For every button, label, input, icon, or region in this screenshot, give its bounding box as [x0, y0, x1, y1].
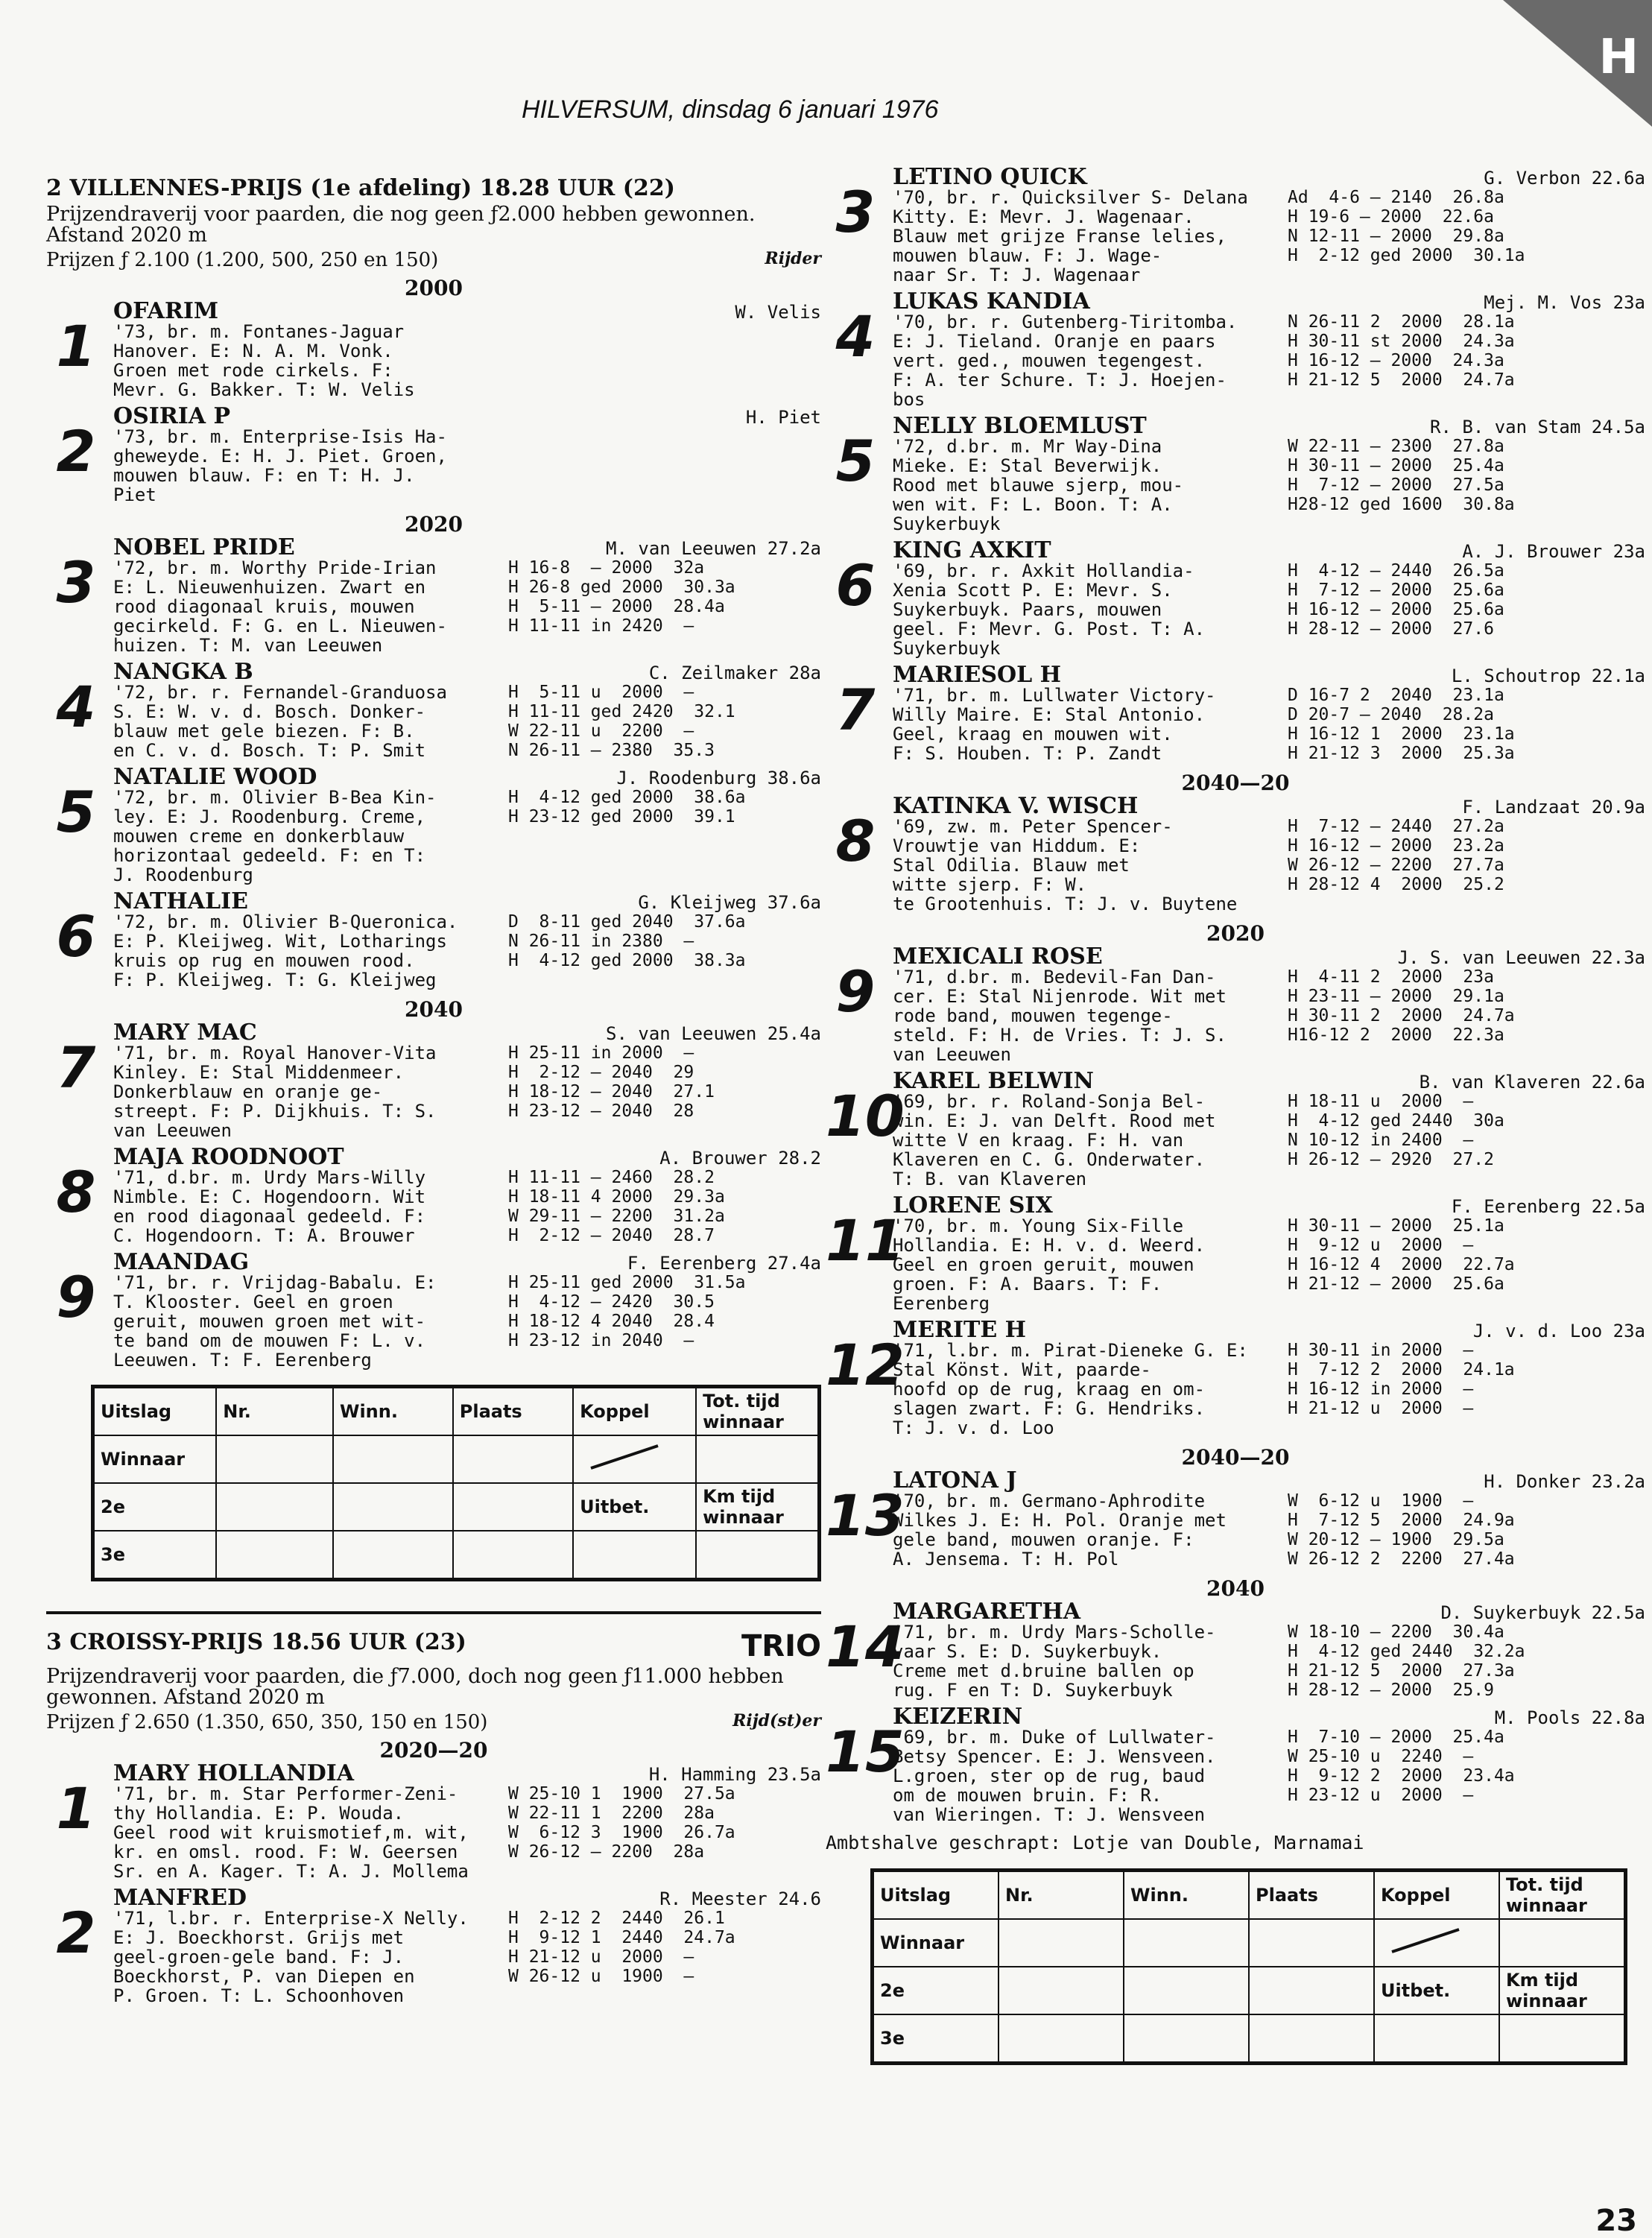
horse-driver: A. J. Brouwer 23a: [1462, 541, 1645, 562]
horse-name-row: [113, 1144, 821, 1170]
horse-description: '73, br. m. Enterprise-Isis Ha- gheweyde. E: H. J. Piet. Groen, mouwen blauw. F: en T: H. J. Piet: [113, 426, 447, 505]
horse-form: H 4-12 — 2440 26.5a H 7-12 — 2000 25.6a H 16-12 — 2000 25.6a H 28-12 — 2000 27.6: [1288, 561, 1504, 639]
horse-body: [893, 188, 1645, 285]
table-cell: [216, 1483, 333, 1531]
horse-form: D 16-7 2 2040 23.1a D 20-7 — 2040 28.2a H 16-12 1 2000 23.1a H 21-12 3 2000 25.3a: [1288, 686, 1515, 763]
horse-number: 5: [835, 428, 876, 494]
table-row-label: 3e: [93, 1531, 217, 1580]
horse-name: MANFRED: [113, 1885, 247, 1911]
table-cell: [999, 2014, 1124, 2064]
horse-description: '72, br. m. Olivier B-Bea Kin- ley. E: J. Roodenburg. Creme, mouwen creme en donkerblauw horizontaal gedeeld. F: en T: J. Roodenburg: [113, 787, 437, 885]
horse-body: [113, 322, 821, 399]
horse-name-row: [113, 764, 821, 790]
kmtijd-label: Km tijd winnaar: [696, 1483, 819, 1531]
horse-driver: F. Landzaat 20.9a: [1462, 797, 1645, 818]
horse-driver: F. Eerenberg 27.4a: [627, 1253, 821, 1274]
table-cell: [333, 1531, 453, 1580]
horse-description: '69, zw. m. Peter Spencer- Vrouwtje van Hiddum. E: Stal Odilia. Blauw met witte sjerp. F: W. te Grootenhuis. T: J. v. Buytene: [893, 816, 1238, 914]
horse-name-row: [893, 1599, 1645, 1625]
horse-form: H 16-8 — 2000 32a H 26-8 ged 2000 30.3a H 5-11 — 2000 28.4a H 11-11 in 2420 —: [508, 558, 735, 636]
right-column: [826, 164, 1645, 2080]
horse-description: '71, l.br. r. Enterprise-X Nelly. E: J. Boeckhorst. Grijs met geel-groen-gele band. F: J. Boeckhorst, P. van Diepen en P. Groen. T: L. Schoonhoven: [113, 1908, 469, 2006]
horse-body: [113, 1168, 821, 1245]
horse-body: [893, 1341, 1645, 1438]
left-column: [46, 175, 821, 2013]
horse-number: 6: [835, 552, 876, 619]
horse-entry: [46, 764, 821, 885]
table-cell: [1374, 2014, 1499, 2064]
horse-number: 10: [826, 1083, 905, 1149]
horse-form: Ad 4-6 — 2140 26.8a H 19-6 — 2000 22.6a N 12-11 — 2000 29.8a H 2-12 ged 2000 30.1a: [1288, 188, 1525, 265]
horse-name-row: [893, 662, 1645, 688]
horse-name-row: [893, 537, 1645, 563]
horse-entry: [826, 943, 1645, 1065]
horse-name-row: [893, 793, 1645, 819]
horse-name: KATINKA V. WISCH: [893, 793, 1139, 819]
horse-driver: H. Hamming 23.5a: [648, 1764, 821, 1785]
distance-heading: 2040—20: [1181, 771, 1290, 795]
race2-description: Prijzendraverij voor paarden, die nog geen ƒ2.000 hebben gewonnen. Afstand 2020 m: [46, 203, 756, 247]
horse-form: H 25-11 in 2000 — H 2-12 — 2040 29 H 18-12 — 2040 27.1 H 23-12 — 2040 28: [508, 1043, 715, 1121]
horse-name-row: [113, 888, 821, 914]
horse-driver: G. Kleijweg 37.6a: [638, 892, 821, 913]
horse-name: MAJA ROODNOOT: [113, 1144, 344, 1170]
horse-form: W 22-11 — 2300 27.8a H 30-11 — 2000 25.4a H 7-12 — 2000 27.5a H28-12 ged 1600 30.8a: [1288, 437, 1515, 514]
horse-description: '71, l.br. m. Pirat-Dieneke G. E: Stal Könst. Wit, paarde- hoofd op de rug, kraag en om- slagen zwart. F: G. Hendriks. T: J. v. d. Loo: [893, 1340, 1248, 1438]
table-cell: [1124, 2014, 1249, 2064]
horse-body: [113, 788, 821, 885]
horse-form: H 30-11 — 2000 25.1a H 9-12 u 2000 — H 16-12 4 2000 22.7a H 21-12 — 2000 25.6a: [1288, 1216, 1515, 1294]
horse-name: OFARIM: [113, 298, 219, 324]
table-header: Uitslag: [93, 1387, 217, 1436]
horse-entry: [826, 1704, 1645, 1825]
horse-form: H 2-12 2 2440 26.1 H 9-12 1 2440 24.7a H 21-12 u 2000 — W 26-12 u 1900 —: [508, 1909, 735, 1986]
horse-description: '71, br. r. Vrijdag-Babalu. E: T. Klooster. Geel en groen geruit, mouwen groen met wit- te band om de mouwen F: L. v. Leeuwen. T: F. Eerenberg: [113, 1272, 437, 1371]
horse-driver: L. Schoutrop 22.1a: [1451, 666, 1645, 686]
horse-form: H 18-11 u 2000 — H 4-12 ged 2440 30a N 10-12 in 2400 — H 26-12 — 2920 27.2: [1288, 1092, 1504, 1169]
table-cell: [333, 1435, 453, 1483]
horse-name-row: [113, 403, 821, 429]
horse-body: [113, 683, 821, 760]
table-cell: [216, 1531, 333, 1580]
table-cell: [1124, 1967, 1249, 2014]
horse-number: 5: [56, 779, 96, 845]
horse-driver: W. Velis: [735, 302, 821, 323]
horse-entry: [46, 298, 821, 400]
table-header: Winn.: [333, 1387, 453, 1436]
table-cell: [999, 1967, 1124, 2014]
horse-entry: [826, 1467, 1645, 1570]
table-row-label: Winnaar: [93, 1435, 217, 1483]
horse-description: '70, br. r. Quicksilver S- Delana Kitty. E: Mevr. J. Wagenaar. Blauw met grijze Franse lelies, mouwen blauw. F: J. Wage- naar Sr. T: J. Wagenaar: [893, 187, 1248, 285]
horse-name-row: [113, 298, 821, 324]
horse-name: NANGKA B: [113, 659, 253, 685]
race3-prize-row: [46, 1711, 821, 1733]
horse-entry: [46, 1760, 821, 1882]
horse-body: [113, 427, 821, 505]
race2-prize-row: [46, 249, 821, 271]
horse-name-row: [113, 659, 821, 685]
table-header: Nr.: [999, 1871, 1124, 1920]
horse-driver: R. B. van Stam 24.5a: [1430, 417, 1645, 437]
horse-name-row: [893, 288, 1645, 314]
horse-entry: [826, 662, 1645, 764]
horse-entry: [826, 793, 1645, 914]
horse-body: [893, 1728, 1645, 1824]
horse-name: LUKAS KANDIA: [893, 288, 1090, 314]
horse-name: LATONA J: [893, 1467, 1017, 1493]
horse-driver: R. Meester 24.6: [659, 1888, 821, 1909]
horse-description: '72, br. m. Olivier B-Queronica. E: P. Kleijweg. Wit, Lotharings kruis op rug en mouwen rood. F: P. Kleijweg. T: G. Kleijweg: [113, 911, 458, 990]
horse-form: H 7-12 — 2440 27.2a H 16-12 — 2000 23.2a W 26-12 — 2200 27.7a H 28-12 4 2000 25.2: [1288, 817, 1504, 894]
horse-entry: [46, 888, 821, 990]
horse-entry: [46, 1020, 821, 1141]
horse-name-row: [113, 534, 821, 560]
table-cell: [1249, 2014, 1374, 2064]
horse-driver: A. Brouwer 28.2: [659, 1148, 821, 1169]
horse-name: KING AXKIT: [893, 537, 1051, 563]
right-entries: [826, 164, 1645, 1825]
horse-name: LETINO QUICK: [893, 164, 1087, 190]
horse-body: [893, 817, 1645, 914]
horse-number: 13: [826, 1482, 905, 1549]
horse-body: [893, 437, 1645, 534]
horse-driver: D. Suykerbuyk 22.5a: [1440, 1602, 1645, 1623]
horse-name: MARIESOL H: [893, 662, 1061, 688]
race2-prize: Prijzen ƒ 2.100 (1.200, 500, 250 en 150): [46, 249, 439, 271]
horse-description: '70, br. m. Germano-Aphrodite Wilkes J. E: H. Pol. Oranje met gele band, mouwen oranje. F: A. Jensema. T: H. Pol: [893, 1491, 1227, 1570]
horse-number: 4: [835, 303, 876, 370]
horse-form: H 30-11 in 2000 — H 7-12 2 2000 24.1a H 16-12 in 2000 — H 21-12 u 2000 —: [1288, 1341, 1515, 1418]
horse-name-row: [893, 1467, 1645, 1493]
horse-description: '69, br. m. Duke of Lullwater- Betsy Spencer. E: J. Wensveen. L.groen, ster op de rug, baud om de mouwen bruin. F: R. van Wieringen. T: J. Wensveen: [893, 1727, 1216, 1825]
horse-form: H 5-11 u 2000 — H 11-11 ged 2420 32.1 W 22-11 u 2200 — N 26-11 — 2380 35.3: [508, 683, 735, 760]
horse-body: [893, 686, 1645, 763]
horse-name-row: [113, 1020, 821, 1046]
horse-description: '72, br. r. Fernandel-Granduosa S. E: W. v. d. Bosch. Donker- blauw met gele biezen. F: B. en C. v. d. Bosch. T: P. Smit: [113, 682, 447, 761]
result-table-1: [46, 1385, 821, 1581]
horse-name-row: [893, 1068, 1645, 1094]
horse-name-row: [893, 164, 1645, 190]
horse-name-row: [113, 1249, 821, 1275]
horse-driver: J. v. d. Loo 23a: [1472, 1321, 1645, 1341]
horse-entry: [826, 413, 1645, 534]
table-row-label: 2e: [873, 1967, 999, 2014]
horse-name: NATHALIE: [113, 888, 248, 914]
distance-heading: 2040: [405, 997, 463, 1022]
horse-driver: M. Pools 22.8a: [1494, 1707, 1645, 1728]
horse-driver: S. van Leeuwen 25.4a: [606, 1023, 821, 1044]
horse-description: '69, br. r. Roland-Sonja Bel- win. E: J. van Delft. Rood met witte V en kraag. F: H. van Klaveren en C. G. Onderwater. T: B. van Klaveren: [893, 1091, 1216, 1189]
trio-label: TRIO: [741, 1629, 821, 1663]
kmtijd-label: Km tijd winnaar: [1499, 1967, 1626, 2014]
horse-description: '72, br. m. Worthy Pride-Irian E: L. Nieuwenhuizen. Zwart en rood diagonaal kruis, mouwen gecirkeld. F: G. en L. Nieuwen- huizen. T: M. van Leeuwen: [113, 557, 447, 656]
horse-body: [893, 1092, 1645, 1189]
horse-description: '71, d.br. m. Bedevil-Fan Dan- cer. E: Stal Nijenrode. Wit met rode band, mouwen tegenge- steld. F: H. de Vries. T: J. S. van Leeuwen: [893, 967, 1227, 1065]
horse-entry: [826, 1317, 1645, 1438]
horse-entry: [46, 403, 821, 505]
table-cell: [453, 1483, 573, 1531]
horse-name-row: [893, 943, 1645, 970]
horse-entry: [46, 1144, 821, 1246]
distance-heading: 2000: [405, 276, 463, 300]
horse-number: 15: [826, 1719, 905, 1785]
horse-form: H 25-11 ged 2000 31.5a H 4-12 — 2420 30.5 H 18-12 4 2040 28.4 H 23-12 in 2040 —: [508, 1273, 746, 1350]
horse-name: MARY MAC: [113, 1020, 257, 1046]
horse-form: H 7-10 — 2000 25.4a W 25-10 u 2240 — H 9-12 2 2000 23.4a H 23-12 u 2000 —: [1288, 1728, 1515, 1805]
table-cell: [1499, 2014, 1626, 2064]
horse-number: 3: [56, 549, 96, 616]
horse-body: [893, 561, 1645, 658]
race2-title: 2 VILLENNES-PRIJS (1e afdeling) 18.28 UUR (22): [46, 175, 675, 201]
horse-description: '71, br. m. Royal Hanover-Vita Kinley. E: Stal Middenmeer. Donkerblauw en oranje ge- streept. F: P. Dijkhuis. T: S. van Leeuwen: [113, 1043, 437, 1141]
page-header: HILVERSUM, dinsdag 6 januari 1976: [522, 95, 939, 124]
horse-form: H 11-11 — 2460 28.2 H 18-11 4 2000 29.3a W 29-11 — 2200 31.2a H 2-12 — 2040 28.7: [508, 1168, 725, 1245]
table-cell: [696, 1435, 819, 1483]
horse-description: '70, br. m. Young Six-Fille Hollandia. E: H. v. d. Weerd. Geel en groen geruit, mouwen groen. F: A. Baars. T: F. Eerenberg: [893, 1216, 1206, 1314]
horse-driver: Mej. M. Vos 23a: [1484, 292, 1645, 313]
slash-mark: [580, 1442, 669, 1472]
table-cell: [216, 1435, 333, 1483]
horse-description: '71, br. m. Lullwater Victory- Willy Maire. E: Stal Antonio. Geel, kraag en mouwen wit. F: S. Houben. T: P. Zandt: [893, 685, 1216, 764]
table-cell: [999, 1919, 1124, 1967]
horse-number: 1: [56, 313, 96, 379]
scratched-note: Ambtshalve geschrapt: Lotje van Double, Marnamai: [826, 1832, 1364, 1853]
table-cell: [1374, 1919, 1499, 1967]
horse-body: [893, 1216, 1645, 1313]
horse-driver: F. Eerenberg 22.5a: [1451, 1196, 1645, 1217]
horse-form: N 26-11 2 2000 28.1a H 30-11 st 2000 24.3a H 16-12 — 2000 24.3a H 21-12 5 2000 24.7a: [1288, 312, 1515, 390]
horse-description: '71, d.br. m. Urdy Mars-Willy Nimble. E: C. Hogendoorn. Wit en rood diagonaal gedeeld. F: C. Hogendoorn. T: A. Brouwer: [113, 1167, 426, 1246]
horse-entry: [826, 1068, 1645, 1189]
horse-number: 7: [835, 677, 876, 743]
horse-body: [113, 1909, 821, 2005]
horse-entry: [826, 537, 1645, 659]
uitbet-label: Uitbet.: [1374, 1967, 1499, 2014]
horse-body: [893, 1622, 1645, 1700]
horse-name: MEXICALI ROSE: [893, 943, 1103, 970]
horse-number: 2: [56, 418, 96, 484]
horse-body: [113, 1043, 821, 1140]
horse-description: '71, br. m. Star Performer-Zeni- thy Hollandia. E: P. Wouda. Geel rood wit kruismotief,m. wit, kr. en omsl. rood. F: W. Geersen Sr. en A. Kager. T: A. J. Mollema: [113, 1783, 469, 1882]
table-row-label: Winnaar: [873, 1919, 999, 1967]
horse-name: LORENE SIX: [893, 1192, 1053, 1218]
horse-name: NATALIE WOOD: [113, 764, 317, 790]
horse-driver: B. van Klaveren 22.6a: [1419, 1072, 1645, 1093]
horse-name-row: [113, 1885, 821, 1911]
horse-form: H 4-12 ged 2000 38.6a H 23-12 ged 2000 39.1: [508, 788, 746, 826]
table-header: Plaats: [453, 1387, 573, 1436]
table-header: Plaats: [1249, 1871, 1374, 1920]
table-header: Tot. tijd winnaar: [696, 1387, 819, 1436]
horse-number: 3: [835, 179, 876, 245]
table-cell: [1249, 1967, 1374, 2014]
horse-driver: C. Zeilmaker 28a: [648, 663, 821, 683]
table-cell: [1499, 1919, 1626, 1967]
horse-description: '71, br. m. Urdy Mars-Scholle- vaar S. E: D. Suykerbuyk. Creme met d.bruine ballen op rug. F en T: D. Suykerbuyk: [893, 1622, 1216, 1701]
distance-heading: 2040: [1206, 1576, 1265, 1601]
horse-entry: [826, 1599, 1645, 1701]
horse-number: 9: [56, 1264, 96, 1330]
horse-number: 4: [56, 674, 96, 740]
table-header: Tot. tijd winnaar: [1499, 1871, 1626, 1920]
slash-mark: [1381, 1926, 1470, 1956]
horse-entry: [826, 164, 1645, 285]
table-header: Nr.: [216, 1387, 333, 1436]
horse-number: 7: [56, 1034, 96, 1101]
horse-entry: [826, 1192, 1645, 1314]
corner-letter: H: [1598, 30, 1639, 85]
horse-number: 8: [56, 1159, 96, 1225]
race3-description: Prijzendraverij voor paarden, die ƒ7.000, doch nog geen ƒ11.000 hebben gewonnen. Afstand 2020 m: [46, 1665, 784, 1709]
horse-number: 11: [826, 1207, 905, 1274]
horse-form: H 4-11 2 2000 23a H 23-11 — 2000 29.1a H 30-11 2 2000 24.7a H16-12 2 2000 22.3a: [1288, 967, 1515, 1045]
horse-name: MARGARETHA: [893, 1599, 1081, 1625]
distance-heading: 2040—20: [1181, 1445, 1290, 1470]
horse-name: NOBEL PRIDE: [113, 534, 295, 560]
horse-entry: [826, 288, 1645, 410]
table-cell: [573, 1435, 696, 1483]
horse-body: [893, 312, 1645, 409]
horse-name: MARY HOLLANDIA: [113, 1760, 355, 1786]
race3-role: Rijd(st)er: [732, 1711, 821, 1730]
result-table: [870, 1868, 1627, 2065]
table-cell: [1124, 1919, 1249, 1967]
horse-number: 8: [835, 808, 876, 874]
horse-entry: [46, 1885, 821, 2006]
table-row-label: 2e: [93, 1483, 217, 1531]
horse-number: 14: [826, 1613, 905, 1680]
horse-driver: H. Piet: [745, 407, 821, 428]
horse-body: [113, 1273, 821, 1370]
horse-number: 6: [56, 903, 96, 970]
horse-body: [893, 967, 1645, 1064]
horse-driver: H. Donker 23.2a: [1484, 1471, 1645, 1492]
horse-driver: G. Verbon 22.6a: [1484, 168, 1645, 189]
horse-name: KEIZERIN: [893, 1704, 1023, 1730]
horse-number: 2: [56, 1900, 96, 1966]
horse-name-row: [893, 1704, 1645, 1730]
result-table: [91, 1385, 821, 1581]
horse-name: MERITE H: [893, 1317, 1027, 1343]
horse-number: 1: [56, 1775, 96, 1842]
horse-description: '72, d.br. m. Mr Way-Dina Mieke. E: Stal Beverwijk. Rood met blauwe sjerp, mou- wen wit. F: L. Boon. T: A. Suykerbuyk: [893, 436, 1184, 534]
horse-description: '69, br. r. Axkit Hollandia- Xenia Scott P. E: Mevr. S. Suykerbuyk. Paars, mouwen geel. F: Mevr. G. Post. T: A. Suykerbuyk: [893, 560, 1206, 659]
table-header: Winn.: [1124, 1871, 1249, 1920]
horse-body: [113, 912, 821, 990]
horse-name: KAREL BELWIN: [893, 1068, 1094, 1094]
race2-role: Rijder: [765, 249, 821, 268]
horse-form: W 25-10 1 1900 27.5a W 22-11 1 2200 28a W 6-12 3 1900 26.7a W 26-12 — 2200 28a: [508, 1784, 735, 1862]
horse-name-row: [893, 1317, 1645, 1343]
horse-number: 9: [835, 958, 876, 1025]
horse-name-row: [893, 413, 1645, 439]
race3-prize: Prijzen ƒ 2.650 (1.350, 650, 350, 150 en 150): [46, 1711, 488, 1733]
table-header: Koppel: [573, 1387, 696, 1436]
distance-heading: 2020: [405, 512, 463, 537]
horse-form: W 18-10 — 2200 30.4a H 4-12 ged 2440 32.2a H 21-12 5 2000 27.3a H 28-12 — 2000 25.9: [1288, 1622, 1525, 1700]
result-table-2: [826, 1868, 1645, 2065]
horse-entry: [46, 1249, 821, 1371]
race2-entries: [46, 276, 821, 1370]
horse-name: NELLY BLOEMLUST: [893, 413, 1147, 439]
table-cell: [1249, 1919, 1374, 1967]
horse-form: W 6-12 u 1900 — H 7-12 5 2000 24.9a W 20-12 — 1900 29.5a W 26-12 2 2200 27.4a: [1288, 1491, 1515, 1569]
table-cell: [453, 1531, 573, 1580]
horse-body: [113, 1784, 821, 1881]
horse-entry: [46, 534, 821, 656]
distance-heading: 2020: [1206, 921, 1265, 946]
horse-entry: [46, 659, 821, 761]
horse-body: [113, 558, 821, 655]
horse-driver: J. Roodenburg 38.6a: [616, 768, 821, 788]
horse-driver: J. S. van Leeuwen 22.3a: [1397, 947, 1645, 968]
table-cell: [333, 1483, 453, 1531]
race3-title-row: [46, 1629, 821, 1663]
horse-name-row: [893, 1192, 1645, 1218]
uitbet-label: Uitbet.: [573, 1483, 696, 1531]
table-cell: [573, 1531, 696, 1580]
horse-body: [893, 1491, 1645, 1569]
table-header: Uitslag: [873, 1871, 999, 1920]
horse-name: MAANDAG: [113, 1249, 250, 1275]
page-number: 23: [1595, 2204, 1637, 2238]
table-row-label: 3e: [873, 2014, 999, 2064]
horse-name: OSIRIA P: [113, 403, 231, 429]
table-cell: [453, 1435, 573, 1483]
race3-entries: [46, 1760, 821, 2006]
horse-description: '70, br. r. Gutenberg-Tiritomba. E: J. Tieland. Oranje en paars vert. ged., mouwen tegengest. F: A. ter Schure. T: J. Hoejen- bos: [893, 312, 1238, 410]
section-divider: [46, 1611, 821, 1614]
horse-name-row: [113, 1760, 821, 1786]
horse-description: '73, br. m. Fontanes-Jaguar Hanover. E: N. A. M. Vonk. Groen met rode cirkels. F: Mevr. G. Bakker. T: W. Velis: [113, 321, 415, 400]
table-header: Koppel: [1374, 1871, 1499, 1920]
table-cell: [696, 1531, 819, 1580]
horse-driver: M. van Leeuwen 27.2a: [606, 538, 821, 559]
horse-number: 12: [826, 1332, 905, 1398]
horse-form: D 8-11 ged 2040 37.6a N 26-11 in 2380 — H 4-12 ged 2000 38.3a: [508, 912, 746, 970]
race3-title: 3 CROISSY-PRIJS 18.56 UUR (23): [46, 1629, 466, 1655]
race3-distance: 2020—20: [379, 1738, 488, 1763]
